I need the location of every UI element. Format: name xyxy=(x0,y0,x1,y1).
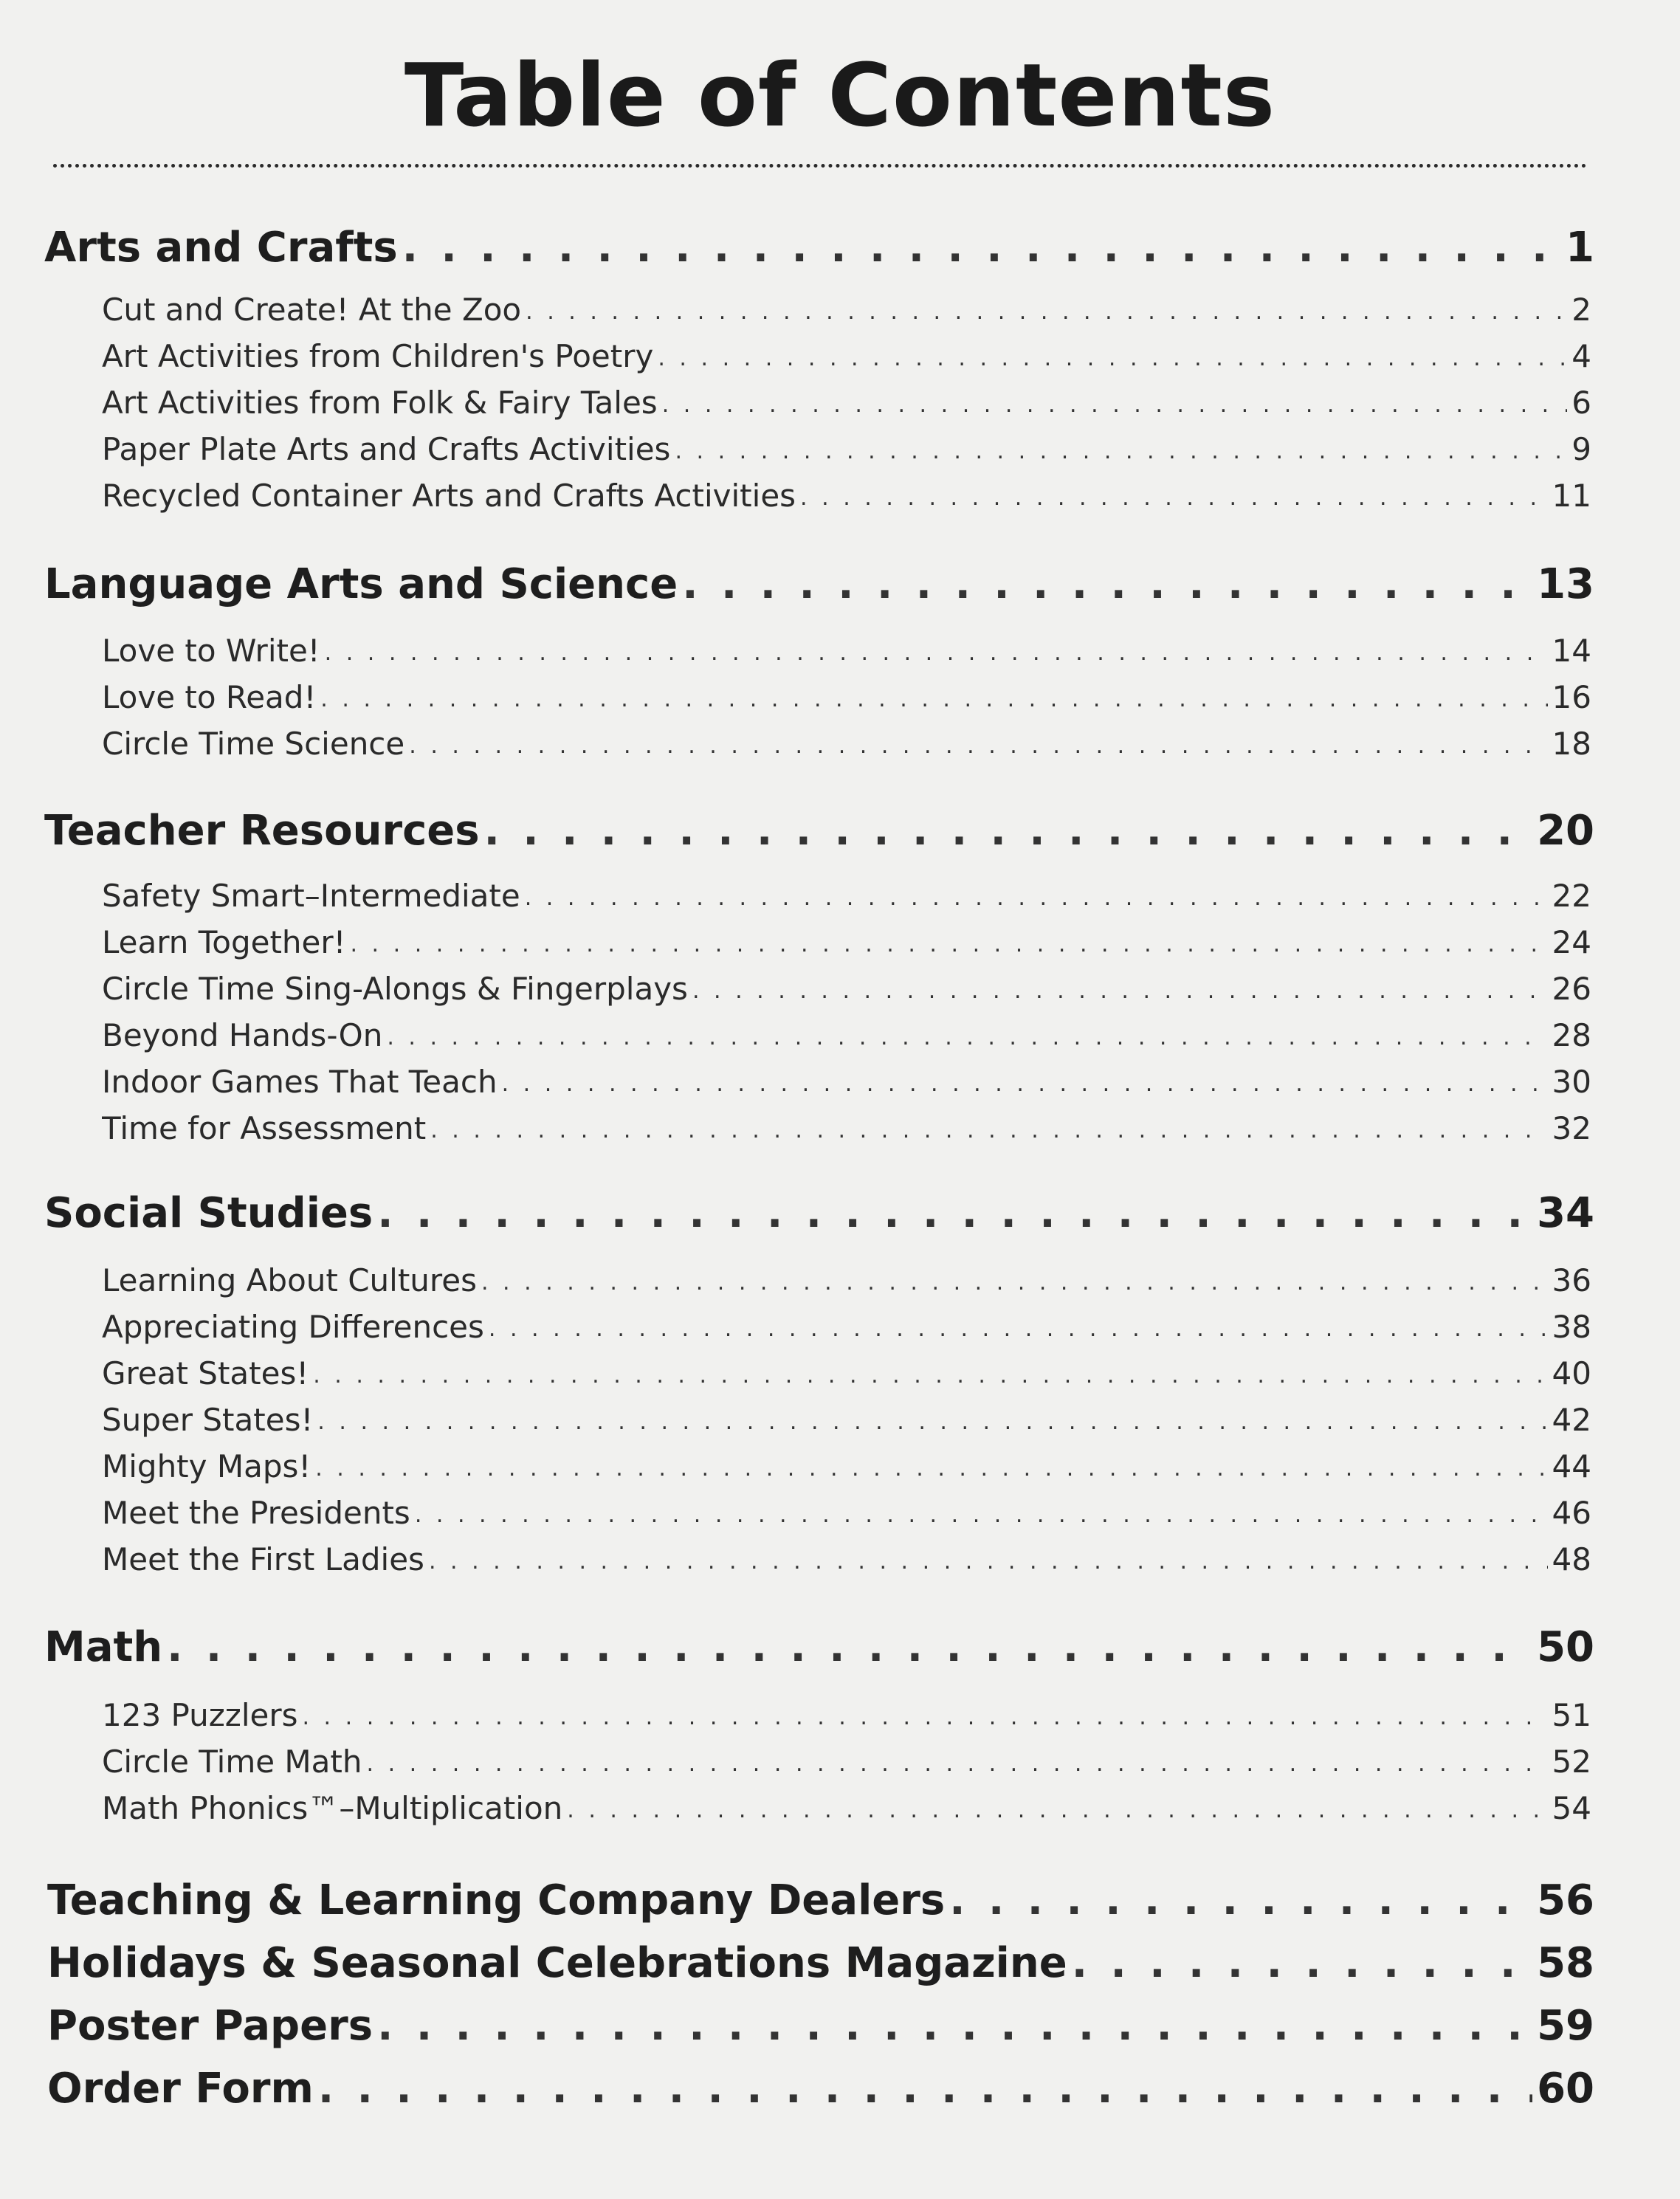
item-page: 18 xyxy=(1552,726,1591,762)
dot-leader xyxy=(949,1876,1532,1924)
section-page: 13 xyxy=(1537,560,1594,608)
item-title: Beyond Hands-On xyxy=(102,1017,383,1053)
dot-leader xyxy=(409,733,1547,762)
dot-leader xyxy=(313,1363,1547,1391)
item-title: Math Phonics™–Multiplication xyxy=(102,1790,563,1826)
dot-leader xyxy=(484,807,1532,855)
item-page: 16 xyxy=(1552,679,1591,715)
toc-item[interactable] xyxy=(102,1536,1591,1577)
item-title: Circle Time Science xyxy=(102,726,405,762)
toc-item[interactable] xyxy=(102,379,1591,421)
entry-title: Order Form xyxy=(47,2065,314,2113)
section-title: Language Arts and Science xyxy=(44,560,678,608)
dot-leader xyxy=(1072,1939,1532,1987)
toc-item[interactable] xyxy=(102,1490,1591,1531)
item-page: 28 xyxy=(1552,1017,1591,1053)
toc-item[interactable] xyxy=(102,1443,1591,1484)
toc-item[interactable] xyxy=(102,720,1591,762)
item-title: Time for Assessment xyxy=(102,1110,427,1146)
item-title: Learn Together! xyxy=(102,924,346,960)
item-title: Learning About Cultures xyxy=(102,1262,477,1298)
dot-leader xyxy=(350,932,1547,960)
dot-leader xyxy=(800,485,1548,514)
toc-item[interactable] xyxy=(102,919,1591,960)
dot-leader xyxy=(502,1071,1548,1100)
toc-section-math[interactable] xyxy=(44,1618,1594,1671)
item-title: Great States! xyxy=(102,1355,309,1391)
item-title: Art Activities from Folk & Fairy Tales xyxy=(102,385,658,421)
item-page: 36 xyxy=(1552,1262,1591,1298)
dot-leader xyxy=(489,1316,1548,1345)
item-title: Appreciating Differences xyxy=(102,1309,484,1345)
dot-leader xyxy=(658,345,1567,374)
item-title: Meet the Presidents xyxy=(102,1495,410,1531)
toc-entry-order-form[interactable] xyxy=(47,2058,1594,2113)
item-page: 51 xyxy=(1552,1697,1591,1733)
toc-section-teacher-resources[interactable] xyxy=(44,802,1594,855)
dot-leader xyxy=(387,1025,1547,1053)
dot-leader xyxy=(682,560,1532,608)
section-page: 34 xyxy=(1537,1189,1594,1237)
dot-leader xyxy=(315,1456,1547,1484)
item-page: 42 xyxy=(1552,1402,1591,1438)
item-page: 32 xyxy=(1552,1110,1591,1146)
item-page: 40 xyxy=(1552,1355,1591,1391)
dot-leader xyxy=(526,299,1567,328)
item-title: Cut and Create! At the Zoo xyxy=(102,292,522,328)
item-page: 54 xyxy=(1552,1790,1591,1826)
item-page: 22 xyxy=(1552,878,1591,914)
section-title: Arts and Crafts xyxy=(44,224,398,272)
item-page: 4 xyxy=(1571,338,1591,374)
item-title: Paper Plate Arts and Crafts Activities xyxy=(102,431,671,467)
dot-leader xyxy=(567,1797,1547,1826)
page-title: Table of Contents xyxy=(404,44,1276,146)
entry-page: 59 xyxy=(1537,2002,1594,2050)
item-title: Mighty Maps! xyxy=(102,1448,311,1484)
item-page: 9 xyxy=(1571,431,1591,467)
dot-leader xyxy=(167,1623,1532,1671)
item-title: Recycled Container Arts and Crafts Activities xyxy=(102,478,796,514)
item-page: 46 xyxy=(1552,1495,1591,1531)
item-page: 44 xyxy=(1552,1448,1591,1484)
section-title: Math xyxy=(44,1623,163,1671)
toc-item[interactable] xyxy=(102,1738,1591,1780)
item-title: Circle Time Sing-Alongs & Fingerplays xyxy=(102,971,688,1007)
dot-leader xyxy=(525,885,1548,914)
dot-leader xyxy=(317,1409,1547,1438)
toc-item[interactable] xyxy=(102,674,1591,715)
item-page: 30 xyxy=(1552,1064,1591,1100)
dot-leader xyxy=(320,686,1547,715)
dot-leader xyxy=(302,1704,1547,1733)
section-page: 50 xyxy=(1537,1623,1594,1671)
toc-item[interactable] xyxy=(102,426,1591,467)
toc-item[interactable] xyxy=(102,286,1591,328)
dot-leader xyxy=(377,1189,1532,1237)
item-title: Meet the First Ladies xyxy=(102,1541,424,1577)
item-title: Super States! xyxy=(102,1402,314,1438)
item-title: 123 Puzzlers xyxy=(102,1697,298,1733)
toc-item[interactable] xyxy=(102,1059,1591,1100)
toc-item[interactable] xyxy=(102,1785,1591,1826)
item-page: 26 xyxy=(1552,971,1591,1007)
toc-item[interactable] xyxy=(102,1257,1591,1298)
toc-item[interactable] xyxy=(102,1304,1591,1345)
entry-title: Teaching & Learning Company Dealers xyxy=(47,1876,946,1924)
toc-section-arts-and-crafts[interactable] xyxy=(44,218,1594,272)
toc-item[interactable] xyxy=(102,1012,1591,1053)
toc-entry-poster-papers[interactable] xyxy=(47,1995,1594,2050)
toc-entry-dealers[interactable] xyxy=(47,1870,1594,1924)
toc-item[interactable] xyxy=(102,966,1591,1007)
entry-page: 60 xyxy=(1537,2065,1594,2113)
dot-leader xyxy=(429,1549,1548,1577)
toc-entry-holidays-magazine[interactable] xyxy=(47,1933,1594,1987)
toc-item[interactable] xyxy=(102,1350,1591,1391)
section-page: 1 xyxy=(1566,224,1594,272)
toc-item[interactable] xyxy=(102,472,1591,514)
item-title: Love to Write! xyxy=(102,633,320,669)
item-title: Indoor Games That Teach xyxy=(102,1064,498,1100)
entry-title: Holidays & Seasonal Celebrations Magazine xyxy=(47,1939,1067,1987)
dot-leader xyxy=(675,438,1567,467)
toc-item[interactable] xyxy=(102,627,1591,669)
toc-item[interactable] xyxy=(102,1397,1591,1438)
toc-item[interactable] xyxy=(102,1692,1591,1733)
entry-page: 56 xyxy=(1537,1876,1594,1924)
dot-leader xyxy=(481,1270,1548,1298)
dot-leader xyxy=(415,1502,1548,1531)
entry-title: Poster Papers xyxy=(47,2002,373,2050)
entry-page: 58 xyxy=(1537,1939,1594,1987)
toc-section-language-arts-and-science[interactable] xyxy=(44,555,1594,608)
item-title: Love to Read! xyxy=(102,679,317,715)
section-title: Teacher Resources xyxy=(44,807,480,855)
toc-item[interactable] xyxy=(102,333,1591,374)
dot-leader xyxy=(430,1118,1547,1146)
item-title: Circle Time Math xyxy=(102,1744,362,1780)
item-page: 6 xyxy=(1571,385,1591,421)
item-page: 24 xyxy=(1552,924,1591,960)
toc-section-social-studies[interactable] xyxy=(44,1184,1594,1237)
item-title: Safety Smart–Intermediate xyxy=(102,878,520,914)
toc-item[interactable] xyxy=(102,873,1591,914)
toc-item[interactable] xyxy=(102,1105,1591,1146)
item-page: 2 xyxy=(1571,292,1591,328)
item-page: 38 xyxy=(1552,1309,1591,1345)
section-page: 20 xyxy=(1537,807,1594,855)
item-page: 48 xyxy=(1552,1541,1591,1577)
item-page: 52 xyxy=(1552,1744,1591,1780)
dot-leader xyxy=(325,640,1548,669)
title-divider xyxy=(53,164,1587,168)
item-title: Art Activities from Children's Poetry xyxy=(102,338,654,374)
section-title: Social Studies xyxy=(44,1189,373,1237)
dot-leader xyxy=(692,978,1548,1007)
dot-leader xyxy=(367,1751,1548,1780)
item-page: 11 xyxy=(1552,478,1591,514)
dot-leader xyxy=(402,224,1561,272)
dot-leader xyxy=(662,392,1568,421)
dot-leader xyxy=(318,2065,1532,2113)
dot-leader xyxy=(377,2002,1532,2050)
item-page: 14 xyxy=(1552,633,1591,669)
